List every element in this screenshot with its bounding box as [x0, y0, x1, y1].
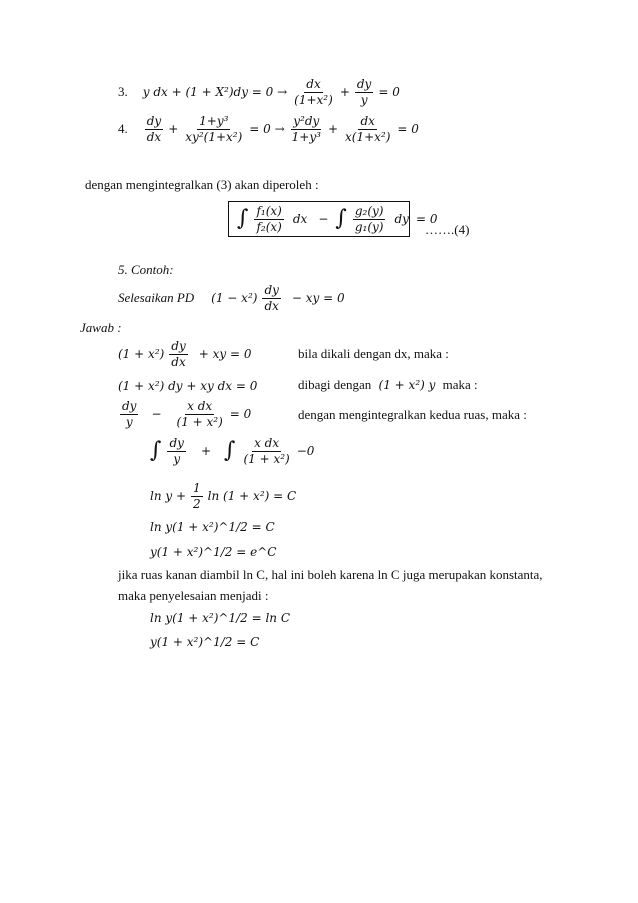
step-1-frac: $\frac{dy}{dx}$ [171, 339, 186, 369]
item-4-frac-1: $\frac{dy}{dx}$ [146, 114, 162, 144]
equation-4-label: …….(4) [425, 222, 470, 237]
problem-text: Selesaikan PD [118, 290, 195, 306]
jawab-label: Jawab : [80, 320, 122, 335]
item-4-frac-3: $\frac{\text{y²dy}}{\text{1+y³}}$ [291, 114, 321, 144]
step-5: ln y + $\frac{1}{2}$ ln (1 + x²) = C [150, 481, 297, 511]
item-3-frac-2: $\frac{dy}{y}$ [356, 77, 372, 107]
step-7: y(1 + x²)^1/2 = e^C [150, 545, 277, 559]
item-4-frac-4: $\frac{dx}{\text{x(1+x²)}}$ [345, 114, 391, 144]
item-4-number: 4. [118, 121, 128, 137]
integral-sign-icon: ∫ [150, 438, 162, 464]
equation-4-box: ∫ $\frac{\text{f₁(x)}}{\text{f₂(x)}}$ dx − ∫ $\frac{\text{g₂(y)}}{\text{g₁(y)}}$ dy = 0 [228, 201, 410, 237]
final-equation-1: ln y(1 + x²)^1/2 = ln C [150, 611, 291, 625]
step-3-note: dengan mengintegralkan kedua ruas, maka : [298, 407, 527, 422]
item-3-lhs: y dx + (1 + X²)dy = 0 → [142, 85, 288, 100]
step-2: (1 + x²) dy + xy dx = 0 [118, 379, 258, 393]
item-3: 3. y dx + (1 + X²)dy = 0 → $\frac{dx}{\text{(1+x²)}}$ + $\frac{dy}{y}$ = 0 [118, 77, 400, 107]
item-4-frac-2: $\frac{\text{1+y³}}{\text{xy²(1+x²)}}$ [185, 114, 243, 144]
step-2-note: dibagi dengan (1 + x²) y maka : [298, 377, 478, 392]
step-1-note: bila dikali dengan dx, maka : [298, 346, 449, 361]
integral-sign-icon: ∫ [335, 206, 347, 231]
item-3-frac-1: $\frac{dx}{\text{(1+x²)}}$ [294, 77, 333, 107]
final-equation-2: y(1 + x²)^1/2 = C [150, 635, 260, 649]
paragraph-line-2: maka penyelesaian menjadi : [118, 588, 269, 603]
example-heading: 5. Contoh: [118, 262, 174, 277]
step-6: ln y(1 + x²)^1/2 = C [150, 520, 275, 534]
intro-text: dengan mengintegralkan (3) akan diperoleh : [85, 177, 319, 192]
integral-sign-icon: ∫ [224, 438, 236, 464]
problem-frac: $\frac{dy}{dx}$ [264, 283, 279, 313]
item-3-number: 3. [118, 84, 128, 100]
integral-sign-icon: ∫ [237, 206, 249, 231]
problem-line: Selesaikan PD (1 − x²) $\frac{dy}{dx}$ − xy = 0 [118, 283, 345, 313]
paragraph-line-1: jika ruas kanan diambil ln C, hal ini boleh karena ln C juga merupakan konstanta, [118, 567, 543, 582]
item-4: 4. $\frac{dy}{dx}$ + $\frac{\text{1+y³}}{\text{xy²(1+x²)}}$ = 0 → $\frac{\text{y²dy}}{\text{1+y³}}$ + $\frac{dx}{\text{x(1+x²)}}$ = 0 [118, 114, 419, 144]
eq4-frac-g: $\frac{\text{g₂(y)}}{\text{g₁(y)}}$ [354, 203, 384, 234]
step-4: ∫ $\frac{dy}{y}$ + ∫ $\frac{\text{x dx}}{\text{(1 + x²)}}$ −0 [150, 436, 315, 466]
eq4-frac-f: $\frac{\text{f₁(x)}}{\text{f₂(x)}}$ [256, 203, 282, 234]
step-4-frac-1: $\frac{dy}{y}$ [169, 436, 184, 466]
step-5-half: $\frac{1}{2}$ [193, 481, 201, 511]
step-3-frac-2: $\frac{\text{x dx}}{\text{(1 + x²)}}$ [176, 399, 223, 429]
step-3: $\frac{dy}{y}$ − $\frac{\text{x dx}}{\text{(1 + x²)}}$ = 0 [122, 399, 252, 429]
step-3-frac-1: $\frac{dy}{y}$ [122, 399, 137, 429]
step-4-frac-2: $\frac{\text{x dx}}{\text{(1 + x²)}}$ [243, 436, 290, 466]
step-1: (1 + x²) $\frac{dy}{dx}$ + xy = 0 [118, 339, 252, 369]
